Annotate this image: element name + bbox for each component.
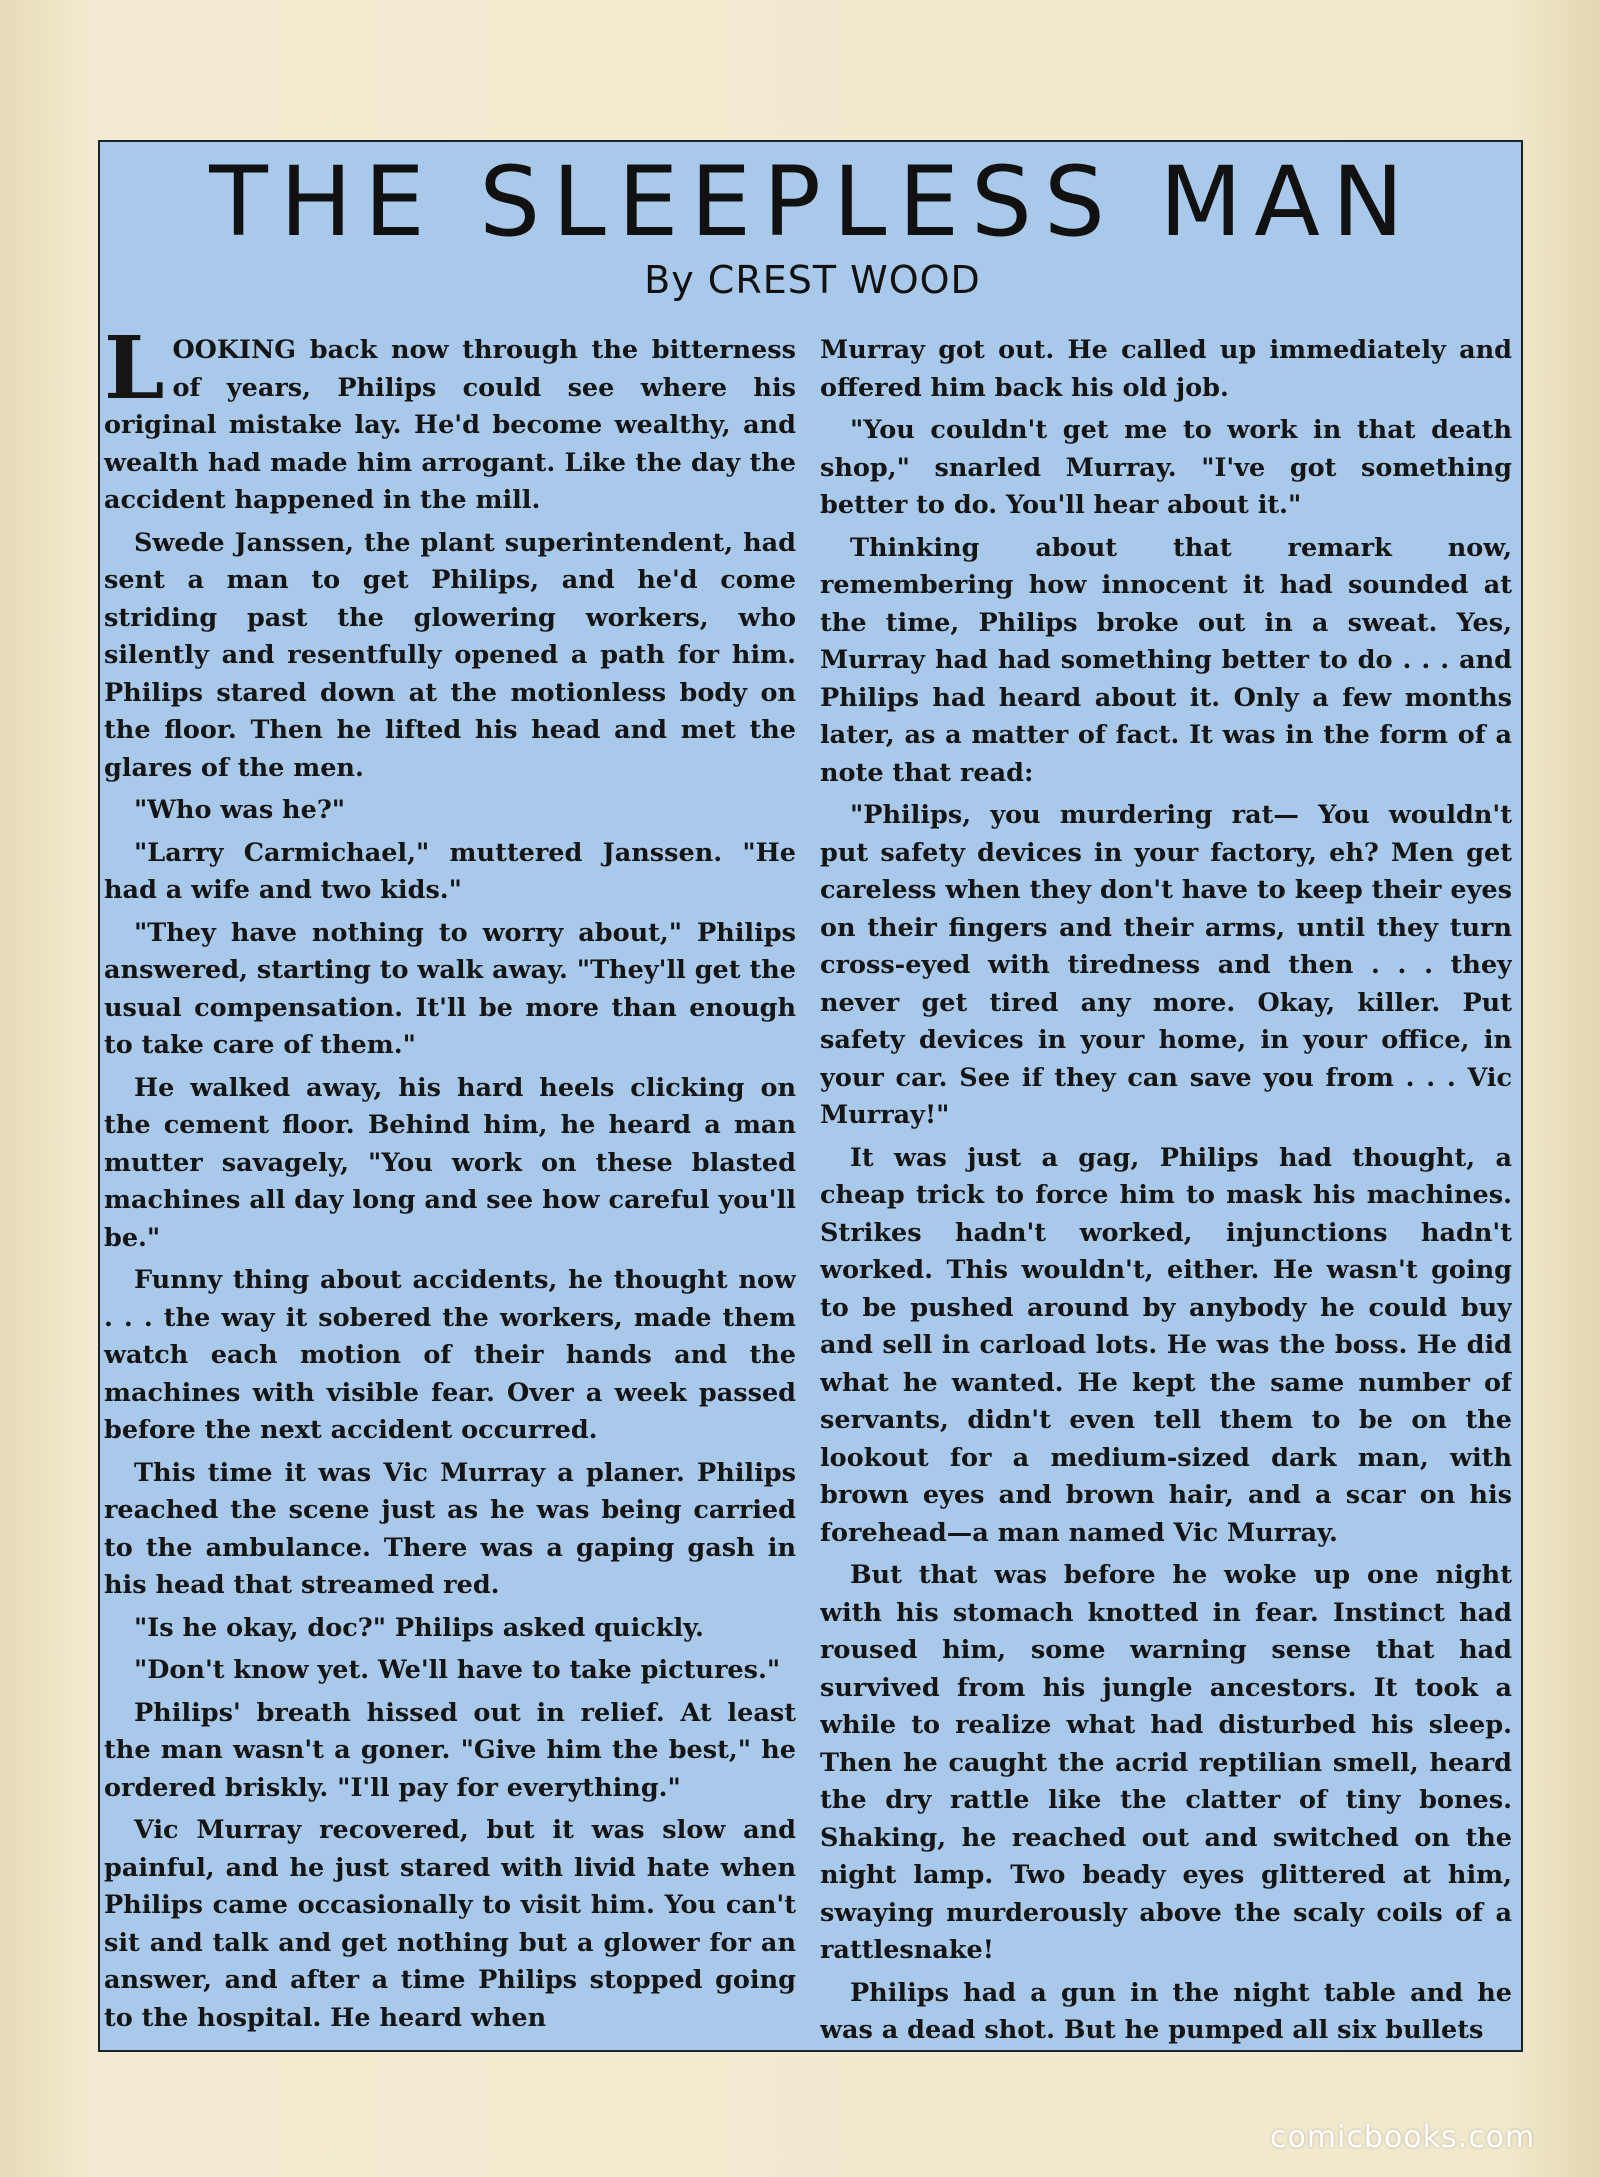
- paragraph: But that was before he woke up one night with his stomach knotted in fear. Instinct had roused him, some warning sense that had survived from his jungle ancestors. It took a while to realize what had disturbed his sleep. Then he caught the acrid reptilian smell, heard the dry rattle like the clatter of tiny bones. Shaking, he reached out and switched on the night lamp. Two beady eyes glittered at him, swaying murderously above the scaly coils of a rattlesnake!: [820, 1560, 1512, 1965]
- left-column: [100, 332, 796, 2050]
- paragraph: Philips' breath hissed out in relief. At least the man wasn't a goner. "Give him the best," he ordered briskly. "I'll pay for everything.": [104, 1697, 796, 1803]
- paragraph: "Larry Carmichael," muttered Janssen. "He had a wife and two kids.": [104, 837, 796, 905]
- story-panel: [98, 140, 1523, 2052]
- right-column: [820, 332, 1512, 2050]
- paragraph: [104, 332, 796, 520]
- paragraph: Philips had a gun in the night table and he was a dead shot. But he pumped all six bullets: [820, 1977, 1512, 2045]
- paragraph: "They have nothing to worry about," Philips answered, starting to walk away. "They'll get the usual compensation. It'll be more than enough to take care of them.": [104, 917, 796, 1060]
- drop-cap: L: [104, 332, 165, 419]
- paragraph: "Philips, you murdering rat— You wouldn't put safety devices in your factory, eh? Men get careless when they don't have to keep their eyes on their fingers and their arms, until they turn cross-eyed with tiredness and then . . . they never get tired any more. Okay, killer. Put safety devices in your home, in your office, in your car. See if they can save you from . . . Vic Murray!": [820, 800, 1512, 1130]
- story-title: THE SLEEPLESS MAN: [209, 146, 1416, 258]
- paragraph: "Who was he?": [134, 795, 346, 825]
- story-byline: By CREST WOOD: [644, 258, 981, 302]
- paragraph: "Don't know yet. We'll have to take pictures.": [134, 1655, 781, 1685]
- paragraph: Funny thing about accidents, he thought now . . . the way it sobered the workers, made them watch each motion of their hands and the machines with visible fear. Over a week passed before the next accident occurred.: [104, 1265, 796, 1445]
- paragraph: "Is he okay, doc?" Philips asked quickly.: [134, 1612, 704, 1643]
- paragraph: Thinking about that remark now, remembering how innocent it had sounded at the time, Philips broke out in a sweat. Yes, Murray had had something better to do . . . and Philips had heard about it. Only a few months later, as a matter of fact. It was in the form of a note that read:: [820, 532, 1512, 788]
- paragraph: Swede Janssen, the plant superintendent, had sent a man to get Philips, and he'd come striding past the glowering workers, who silently and resentfully opened a path for him. Philips stared down at the motionless body on the floor. Then he lifted his head and met the glares of the men.: [104, 527, 796, 783]
- paragraph: "You couldn't get me to work in that death shop," snarled Murray. "I've got something better to do. You'll hear about it.": [820, 415, 1512, 520]
- paragraph: Vic Murray recovered, but it was slow and painful, and he just stared with livid hate when Philips came occasionally to visit him. You can't sit and talk and get nothing but a glower for an answer, and after a time Philips stopped going to the hospital. He heard when: [104, 1815, 796, 2033]
- watermark: comicbooks.com: [1270, 2120, 1536, 2155]
- paragraph: This time it was Vic Murray a planer. Philips reached the scene just as he was being carried to the ambulance. There was a gaping gash in his head that streamed red.: [104, 1457, 796, 1600]
- paragraph: He walked away, his hard heels clicking on the cement floor. Behind him, he heard a man mutter savagely, "You work on these blasted machines all day long and see how careful you'll be.": [104, 1072, 796, 1253]
- paragraph: Murray got out. He called up immediately and offered him back his old job.: [820, 335, 1512, 403]
- paragraph-text: OOKING back now through the bitterness of years, Philips could see where his original mistake lay. He'd become wealthy, and wealth had made him arrogant. Like the day the accident happened in the mill.: [104, 335, 796, 515]
- paragraph: It was just a gag, Philips had thought, a cheap trick to force him to mask his machines. Strikes hadn't worked, injunctions hadn't worked. This wouldn't, either. He wasn't going to be pushed around by anybody he could buy and sell in carload lots. He was the boss. He did what he wanted. He kept the same number of servants, didn't even tell them to be on the lookout for a medium-sized dark man, with brown eyes and brown hair, and a scar on his forehead—a man named Vic Murray.: [820, 1142, 1512, 1548]
